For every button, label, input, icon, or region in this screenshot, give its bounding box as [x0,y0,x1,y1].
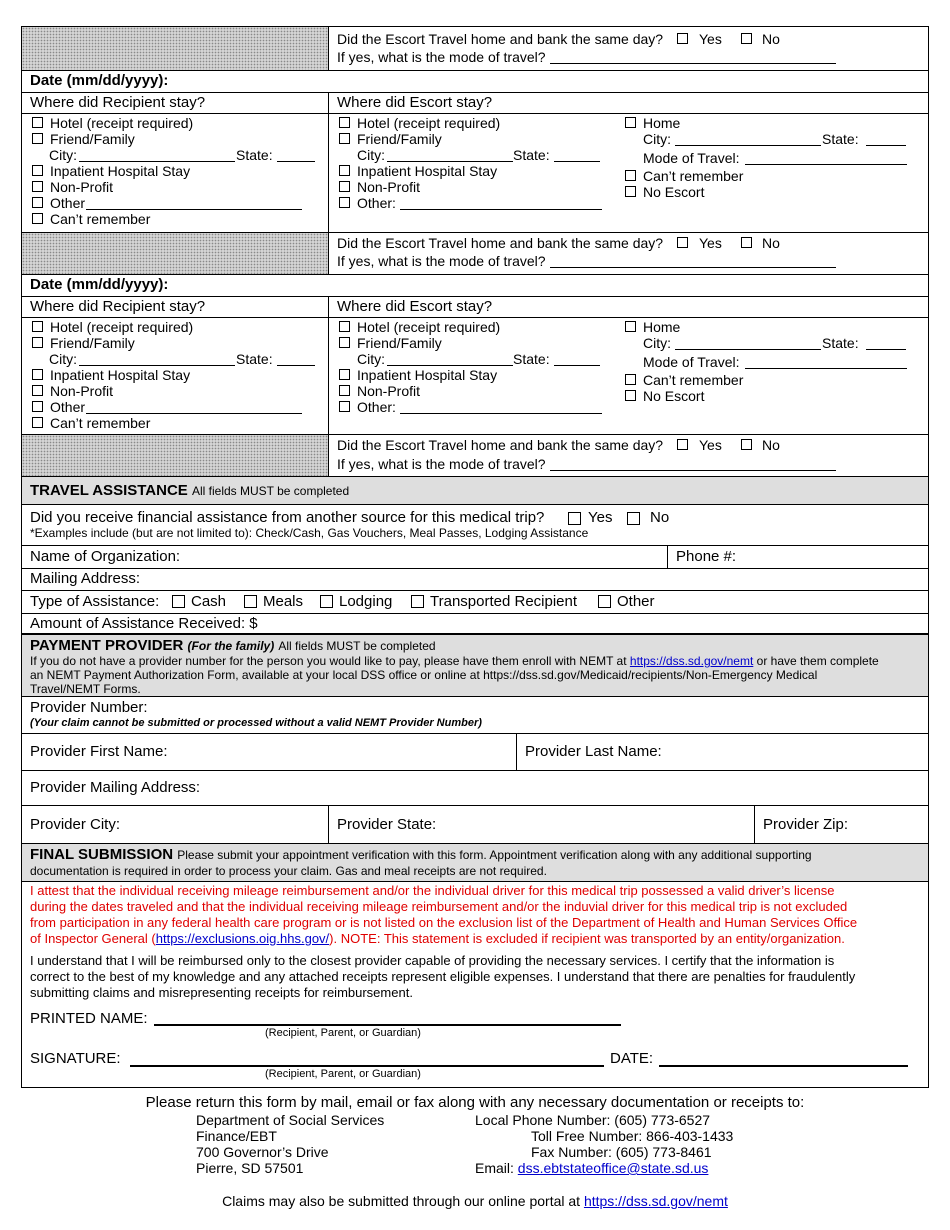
escort-home-label: Home [643,115,681,131]
escort-friend-checkbox[interactable] [339,133,350,144]
escort-cant-remember-label: Can’t remember [643,372,744,388]
escort-same-day-yes-checkbox[interactable] [677,237,688,248]
escort-home-city-field[interactable] [675,145,821,146]
escort-same-day-question: Did the Escort Travel home and bank the same day? [337,437,664,453]
financial-assistance-question: Did you receive financial assistance from another source for this medical trip? [30,509,545,526]
mode-of-travel-field[interactable] [550,267,836,268]
recipient-other-checkbox[interactable] [32,197,43,208]
type-other-label: Other [617,593,655,610]
recipient-inpatient-label: Inpatient Hospital Stay [50,163,191,179]
financial-assistance-yes-checkbox[interactable] [568,512,581,525]
oig-exclusions-link[interactable]: https://exclusions.oig.hhs.gov/ [155,931,330,946]
escort-same-day-question: Did the Escort Travel home and bank the same day? [337,235,664,251]
signature-field[interactable] [130,1065,604,1067]
escort-inpatient-label: Inpatient Hospital Stay [357,163,498,179]
escort-hotel-checkbox[interactable] [339,321,350,332]
recipient-nonprofit-label: Non-Profit [50,179,114,195]
type-lodging-checkbox[interactable] [320,595,333,608]
escort-stay-header: Where did Escort stay? [337,298,493,315]
recipient-friend-label: Friend/Family [50,131,135,147]
provider-first-name-label: Provider First Name: [30,743,168,760]
escort-city-label: City: [357,147,385,163]
type-other-checkbox[interactable] [598,595,611,608]
provider-last-name-label: Provider Last Name: [525,743,662,760]
provider-number-note: (Your claim cannot be submitted or processed without a valid NEMT Provider Number) [30,717,482,729]
escort-same-day-yes-label: Yes [699,437,722,453]
assistance-examples: *Examples include (but are not limited to): Check/Cash, Gas Vouchers, Meal Passes, Lodging Assistance [30,526,589,540]
escort-other-field[interactable] [400,413,602,414]
escort-cant-remember-label: Can’t remember [643,168,744,184]
provider-zip-label: Provider Zip: [763,816,849,833]
escort-same-day-no-checkbox[interactable] [741,439,752,450]
escort-state-field[interactable] [554,365,600,366]
final-submission-text-2: documentation is required in order to process your claim. Gas and meal receipts are not required. [30,864,547,878]
type-meals-checkbox[interactable] [244,595,257,608]
recipient-city-field[interactable] [79,365,235,366]
type-lodging-label: Lodging [339,593,393,610]
mode-of-travel-field[interactable] [550,470,836,471]
recipient-city-field[interactable] [79,161,235,162]
escort-home-state-field[interactable] [866,145,906,146]
portal-line: Claims may also be submitted through our online portal at https://dss.sd.gov/nemt [222,1193,728,1209]
no-escort-label: No Escort [643,388,705,404]
escort-home-label: Home [643,319,681,335]
final-submission-title-line: FINAL SUBMISSION Please submit your appointment verification with this form. Appointment verification along with any additional supporting [30,846,812,863]
recipient-other-label: Other [50,195,86,211]
payment-provider-info-line-1: If you do not have a provider number for the person you would like to pay, please have them enroll with NEMT at https://dss.sd.gov/nemt or have them complete [30,654,879,668]
address-line-2: Finance/EBT [196,1128,277,1144]
payment-provider-info-line-3: Travel/NEMT Forms. [30,682,141,696]
escort-mode-of-travel-field[interactable] [745,164,907,165]
type-of-assistance-label: Type of Assistance: [30,593,160,610]
recipient-state-label: State: [236,351,273,367]
escort-same-day-yes-label: Yes [699,235,722,251]
type-transported-checkbox[interactable] [411,595,424,608]
escort-home-state-field[interactable] [866,349,906,350]
recipient-hotel-checkbox[interactable] [32,321,43,332]
mode-of-travel-question: If yes, what is the mode of travel? [337,456,546,472]
type-meals-label: Meals [263,593,304,610]
escort-home-checkbox[interactable] [625,117,636,128]
type-cash-label: Cash [191,593,227,610]
escort-nonprofit-checkbox[interactable] [339,385,350,396]
recipient-other-field[interactable] [86,209,302,210]
address-line-1: Department of Social Services [196,1112,385,1128]
escort-inpatient-label: Inpatient Hospital Stay [357,367,498,383]
payment-provider-title: PAYMENT PROVIDER (For the family) All fields MUST be completed [30,637,436,654]
signature-label: SIGNATURE: [30,1050,121,1067]
address-line-3: 700 Governor’s Drive [196,1144,329,1160]
type-cash-checkbox[interactable] [172,595,185,608]
recipient-inpatient-checkbox[interactable] [32,165,43,176]
email-link[interactable]: dss.ebtstateoffice@state.sd.us [517,1160,709,1176]
signature-caption: (Recipient, Parent, or Guardian) [265,1068,421,1080]
escort-stay-header: Where did Escort stay? [337,94,493,111]
escort-city-field[interactable] [387,161,513,162]
provider-number-label: Provider Number: [30,699,148,716]
printed-name-caption: (Recipient, Parent, or Guardian) [265,1027,421,1039]
provider-mailing-address-label: Provider Mailing Address: [30,779,201,796]
escort-same-day-no-label: No [762,235,780,251]
mode-of-travel-question: If yes, what is the mode of travel? [337,253,546,269]
escort-home-state-label: State: [822,131,859,147]
recipient-nonprofit-label: Non-Profit [50,383,114,399]
recipient-hotel-label: Hotel (receipt required) [50,115,194,131]
local-phone: Local Phone Number: (605) 773-6527 [475,1112,711,1128]
toll-free-phone: Toll Free Number: 866-403-1433 [531,1128,734,1144]
travel-assistance-title: TRAVEL ASSISTANCE All fields MUST be completed [30,482,350,499]
escort-mode-of-travel-label: Mode of Travel: [643,150,740,166]
recipient-friend-label: Friend/Family [50,335,135,351]
recipient-nonprofit-checkbox[interactable] [32,385,43,396]
escort-state-field[interactable] [554,161,600,162]
nemt-link[interactable]: https://dss.sd.gov/nemt [629,654,754,668]
escort-mode-of-travel-field[interactable] [745,368,907,369]
escort-mode-of-travel-label: Mode of Travel: [643,354,740,370]
financial-assistance-yes-label: Yes [588,509,613,526]
escort-nonprofit-label: Non-Profit [357,383,421,399]
escort-home-state-label: State: [822,335,859,351]
escort-inpatient-checkbox[interactable] [339,369,350,380]
shaded-cell [22,233,328,274]
recipient-stay-header: Where did Recipient stay? [30,94,206,111]
mailing-address-label: Mailing Address: [30,570,141,587]
escort-state-label: State: [513,147,550,163]
escort-same-day-no-checkbox[interactable] [741,237,752,248]
escort-friend-checkbox[interactable] [339,337,350,348]
date-label: Date (mm/dd/yyyy): [30,72,169,89]
recipient-other-checkbox[interactable] [32,401,43,412]
escort-other-checkbox[interactable] [339,401,350,412]
escort-same-day-question: Did the Escort Travel home and bank the same day? [337,31,664,47]
recipient-inpatient-checkbox[interactable] [32,369,43,380]
escort-state-label: State: [513,351,550,367]
recipient-state-field[interactable] [277,365,315,366]
escort-same-day-yes-checkbox[interactable] [677,33,688,44]
payment-provider-info-line-2: an NEMT Payment Authorization Form, available at your local DSS office or online at https://dss.sd.gov/Medicaid/recipients/Non-Emergency Medical [30,668,818,682]
escort-city-label: City: [357,351,385,367]
shaded-cell [22,435,328,476]
provider-city-label: Provider City: [30,816,121,833]
escort-hotel-label: Hotel (receipt required) [357,115,501,131]
date-signature-label: DATE: [610,1050,654,1067]
signature-date-field[interactable] [659,1065,908,1067]
recipient-inpatient-label: Inpatient Hospital Stay [50,367,191,383]
phone-label: Phone #: [676,548,737,565]
provider-state-label: Provider State: [337,816,437,833]
recipient-stay-header: Where did Recipient stay? [30,298,206,315]
escort-other-checkbox[interactable] [339,197,350,208]
attestation-text: I attest that the individual receiving mileage reimbursement and/or the individual driver for this medical trip possessed a valid driver’s license during the dates traveled and that the individual receiving mileage reimbursement and/or the induvial driver for this medical trip is not excluded from participation in any federal health care program or is not listed on the exclusion list of the Department of Health and Human Services Office of Inspector General (https://exclusions.oig.hhs.gov/). NOTE: This statement is excluded if recipient was transported by an entity/organization. [30,883,858,946]
financial-assistance-no-label: No [650,509,670,526]
escort-hotel-checkbox[interactable] [339,117,350,128]
no-escort-checkbox[interactable] [625,390,636,401]
escort-home-city-field[interactable] [675,349,821,350]
recipient-city-label: City: [49,351,77,367]
recipient-friend-checkbox[interactable] [32,133,43,144]
recipient-nonprofit-checkbox[interactable] [32,181,43,192]
address-line-4: Pierre, SD 57501 [196,1160,304,1176]
portal-link[interactable]: https://dss.sd.gov/nemt [583,1193,728,1209]
printed-name-label: PRINTED NAME: [30,1010,148,1027]
recipient-friend-checkbox[interactable] [32,337,43,348]
no-escort-label: No Escort [643,184,705,200]
recipient-cant-remember-label: Can’t remember [50,211,151,227]
escort-same-day-no-label: No [762,437,780,453]
recipient-hotel-label: Hotel (receipt required) [50,319,194,335]
recipient-cant-remember-checkbox[interactable] [32,417,43,428]
return-instructions: Please return this form by mail, email or fax along with any necessary documentation or receipts to: [145,1094,805,1111]
escort-same-day-yes-label: Yes [699,31,722,47]
escort-home-checkbox[interactable] [625,321,636,332]
mode-of-travel-field[interactable] [550,63,836,64]
recipient-hotel-checkbox[interactable] [32,117,43,128]
recipient-cant-remember-label: Can’t remember [50,415,151,431]
recipient-other-label: Other [50,399,86,415]
escort-same-day-no-checkbox[interactable] [741,33,752,44]
org-name-label: Name of Organization: [30,548,181,565]
escort-friend-label: Friend/Family [357,131,442,147]
recipient-cant-remember-checkbox[interactable] [32,213,43,224]
recipient-city-label: City: [49,147,77,163]
email-line: Email: dss.ebtstateoffice@state.sd.us [475,1160,709,1176]
understanding-text: I understand that I will be reimbursed only to the closest provider capable of providing the necessary services. I certify that the information is correct to the best of my knowledge and any attached receipts represent eligible expenses. I understand that there are penalties for fraudulently submitting claims and misrepresenting receipts for reimbursement. [30,953,856,1000]
escort-home-city-label: City: [643,335,671,351]
recipient-other-field[interactable] [86,413,302,414]
recipient-state-field[interactable] [277,161,315,162]
type-transported-label: Transported Recipient [430,593,578,610]
escort-cant-remember-checkbox[interactable] [625,374,636,385]
recipient-state-label: State: [236,147,273,163]
printed-name-field[interactable] [154,1024,621,1026]
amount-received-label: Amount of Assistance Received: $ [30,615,258,632]
escort-same-day-no-label: No [762,31,780,47]
escort-cant-remember-checkbox[interactable] [625,170,636,181]
escort-nonprofit-label: Non-Profit [357,179,421,195]
fax-number: Fax Number: (605) 773-8461 [531,1144,712,1160]
escort-other-field[interactable] [400,209,602,210]
escort-inpatient-checkbox[interactable] [339,165,350,176]
financial-assistance-no-checkbox[interactable] [627,512,640,525]
escort-same-day-yes-checkbox[interactable] [677,439,688,450]
escort-city-field[interactable] [387,365,513,366]
escort-home-city-label: City: [643,131,671,147]
date-label: Date (mm/dd/yyyy): [30,276,169,293]
no-escort-checkbox[interactable] [625,186,636,197]
escort-other-label: Other: [357,399,396,415]
mode-of-travel-question: If yes, what is the mode of travel? [337,49,546,65]
shaded-cell [22,27,328,70]
escort-nonprofit-checkbox[interactable] [339,181,350,192]
escort-hotel-label: Hotel (receipt required) [357,319,501,335]
escort-friend-label: Friend/Family [357,335,442,351]
escort-other-label: Other: [357,195,396,211]
